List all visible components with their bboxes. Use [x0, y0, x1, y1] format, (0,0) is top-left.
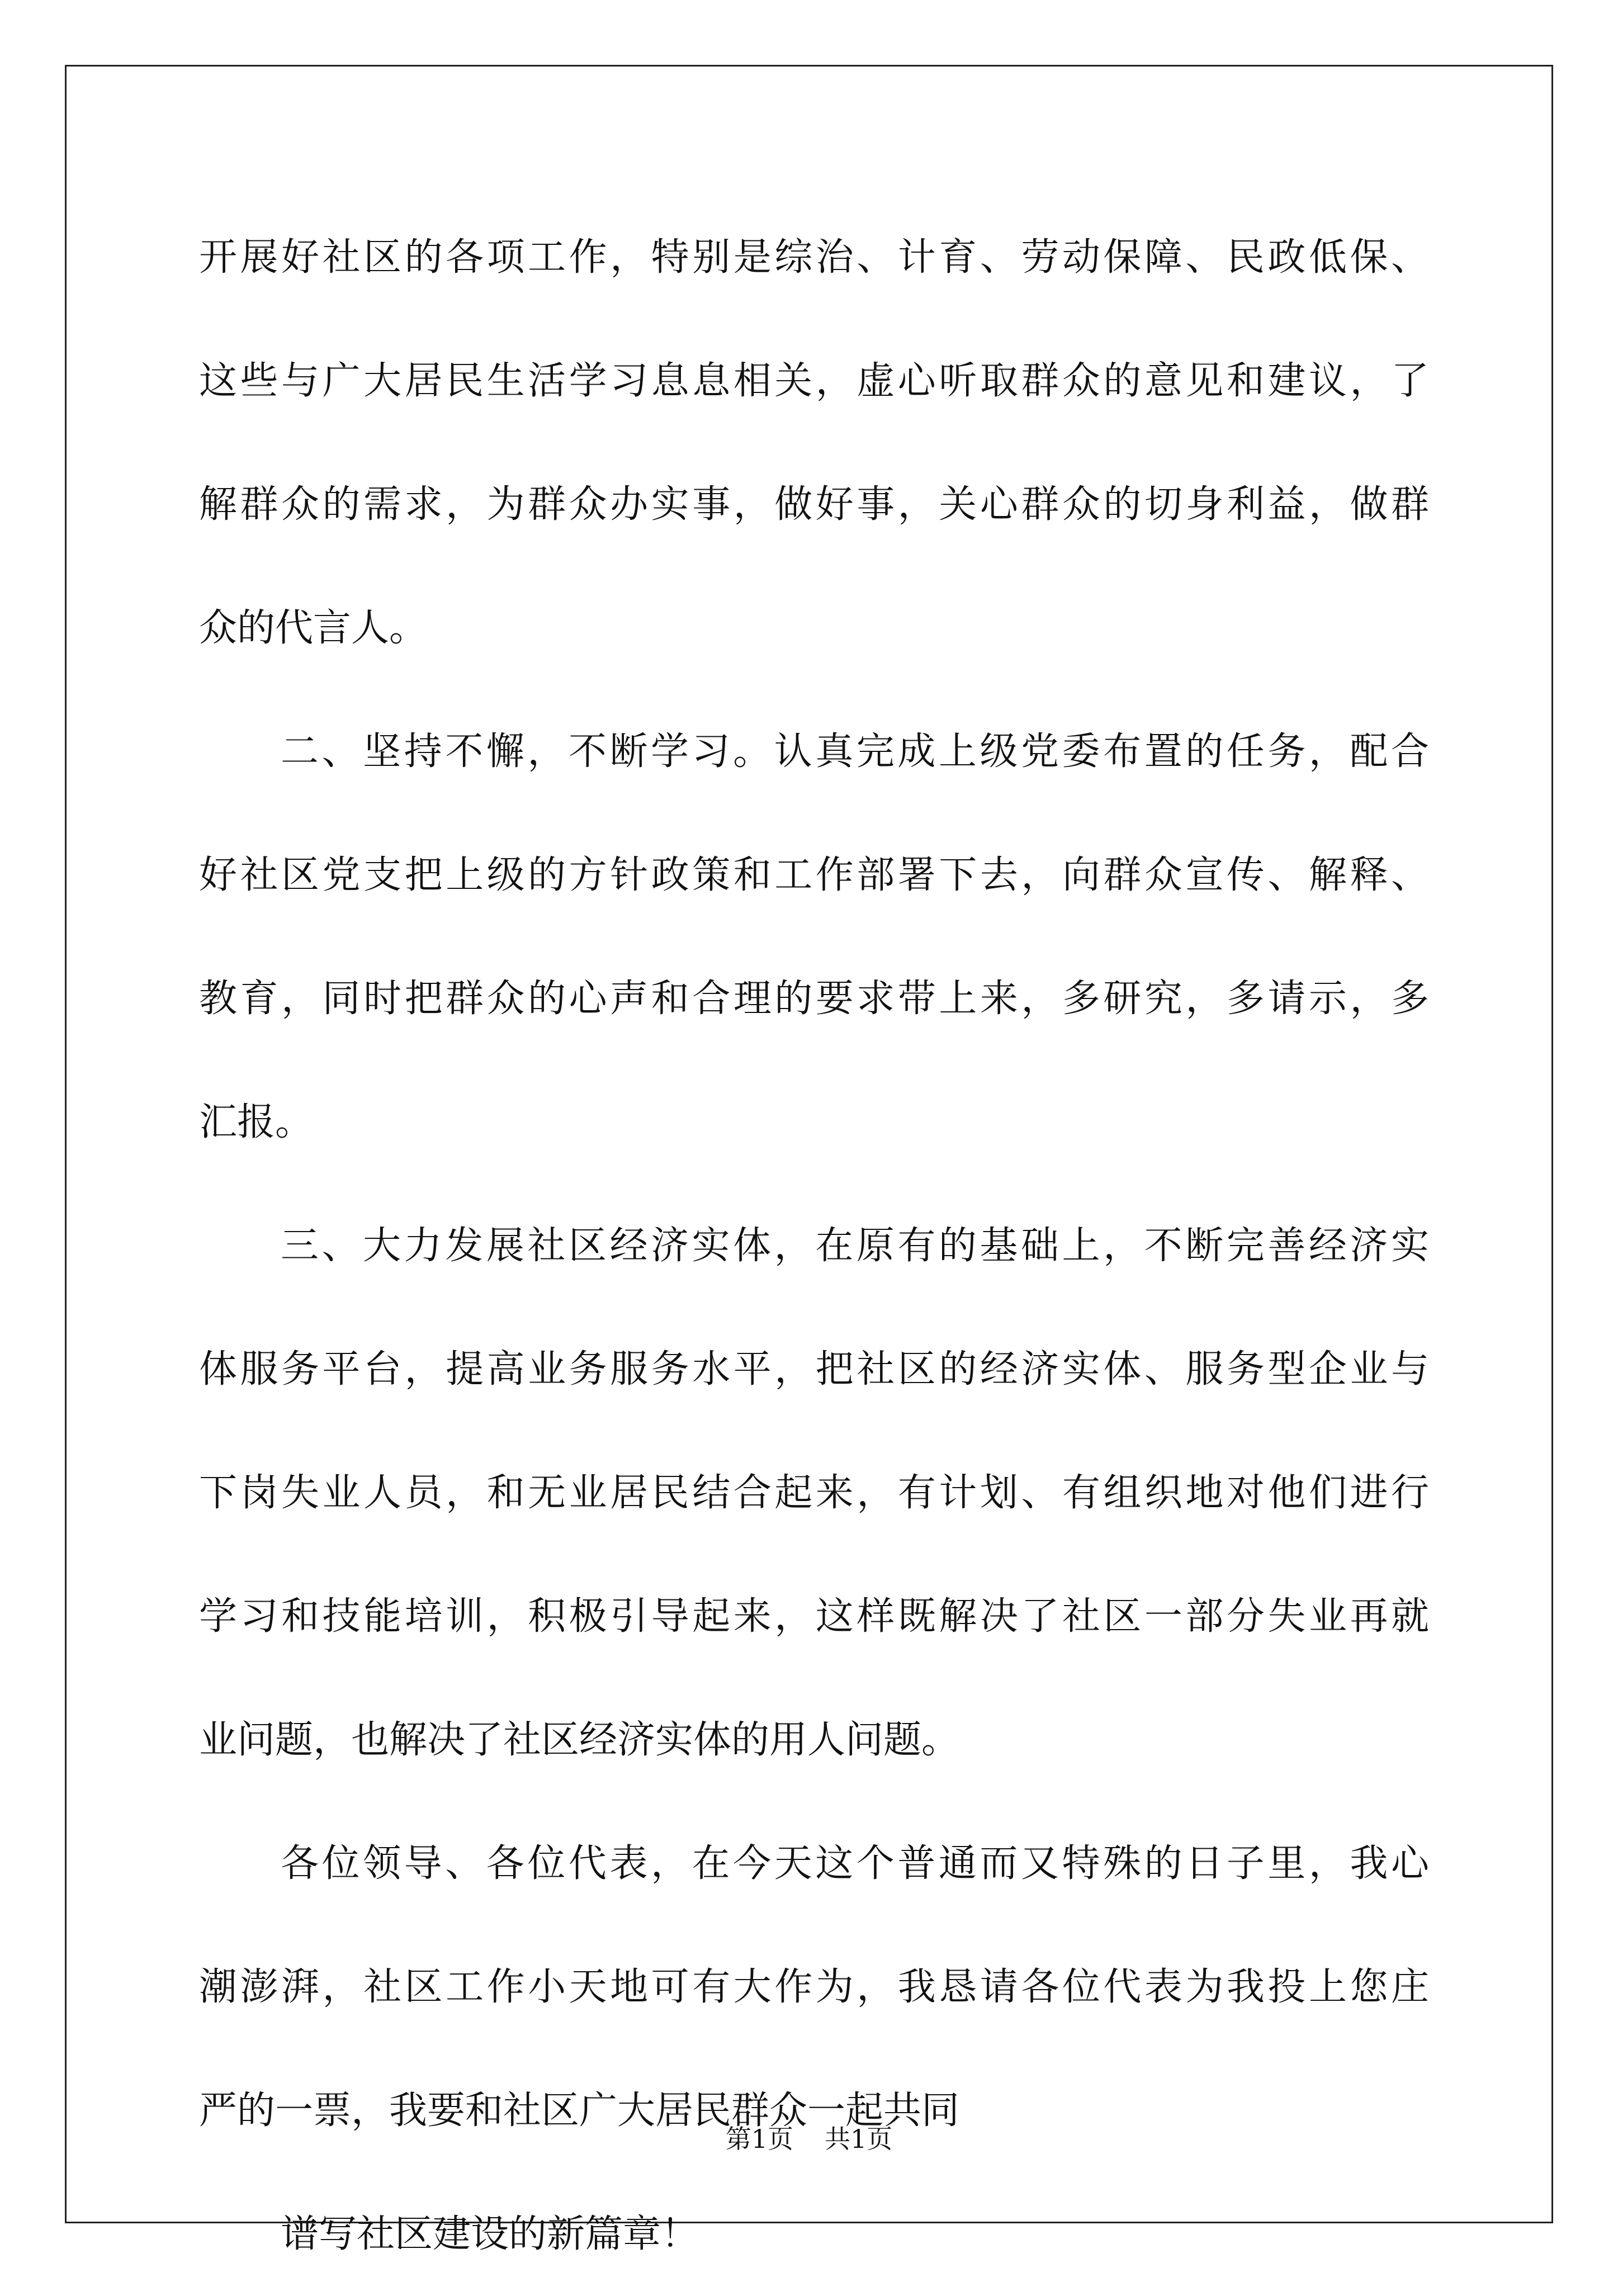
text-line: 严的一票，我要和社区广大居民群众一起共同: [199, 2089, 960, 2133]
text-line: 业问题，也解决了社区经济实体的用人问题。: [199, 1718, 960, 1762]
text-line: 学习和技能培训，积极引导起来，这样既解决了社区一部分失业再就: [199, 1594, 1429, 1639]
text-line: 开展好社区的各项工作，特别是综治、计育、劳动保障、民政低保、: [199, 235, 1429, 280]
paragraph-start-line: 谱写社区建设的新篇章！: [281, 2212, 699, 2256]
paragraph-start-line: 二、坚持不懈，不断学习。认真完成上级党委布置的任务，配合: [281, 730, 1429, 774]
text-line: 汇报。: [199, 1100, 314, 1144]
text-line: 这些与广大居民生活学习息息相关，虚心听取群众的意见和建议，了: [199, 359, 1429, 403]
text-line: 下岗失业人员，和无业居民结合起来，有计划、有组织地对他们进行: [199, 1471, 1429, 1515]
text-line: 教育，同时把群众的心声和合理的要求带上来，多研究，多请示，多: [199, 977, 1429, 1021]
page-footer: [0, 2122, 1618, 2156]
text-line: 潮澎湃，社区工作小天地可有大作为，我恳请各位代表为我投上您庄: [199, 1965, 1429, 2009]
page-total: 共1页: [825, 2124, 893, 2154]
page-number: 第1页: [725, 2124, 793, 2154]
paragraph-start-line: 三、大力发展社区经济实体，在原有的基础上，不断完善经济实: [281, 1224, 1429, 1268]
text-line: 众的代言人。: [199, 606, 428, 650]
text-line: 解群众的需求，为群众办实事，做好事，关心群众的切身利益，做群: [199, 482, 1429, 527]
document-body: [199, 196, 1429, 2296]
text-line: 体服务平台，提高业务服务水平，把社区的经济实体、服务型企业与: [199, 1347, 1429, 1391]
text-line: 好社区党支把上级的方针政策和工作部署下去，向群众宣传、解释、: [199, 853, 1429, 897]
paragraph-start-line: 各位领导、各位代表，在今天这个普通而又特殊的日子里，我心: [281, 1841, 1429, 1886]
